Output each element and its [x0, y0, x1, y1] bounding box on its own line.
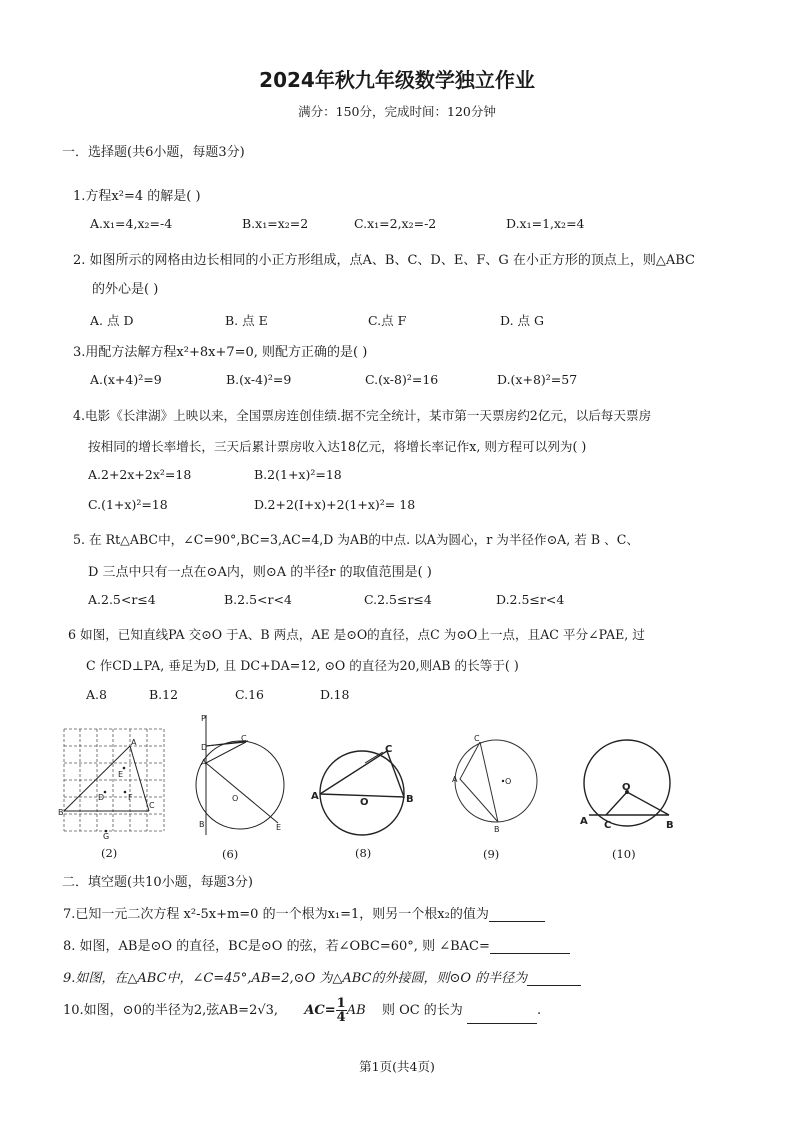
question-6-line-1: 6 如图，已知直线PA 交⊙O 于A、B 两点，AE 是⊙O的直径，点C 为⊙O上一点，且AC 平分∠PAE, 过 — [68, 627, 645, 642]
question-10-formula-ab: AB — [346, 1003, 366, 1018]
question-8-text: 8. 如图，AB是⊙O 的直径，BC是⊙O 的弦，若∠OBC=60°, 则 ∠BAC= — [63, 939, 490, 954]
fig6-label-d: D — [201, 743, 208, 752]
question-3: 3.用配方法解方程x²+8x+7=0, 则配方正确的是( ) — [73, 345, 368, 360]
q2-option-a: A. 点 D — [90, 313, 134, 328]
question-10-period: . — [536, 1003, 542, 1018]
question-4-line-1: 4.电影《长津湖》上映以来，全国票房连创佳绩.据不完全统计，某市第一天票房约2亿元，以后每天票房 — [73, 408, 652, 423]
fig2-label-f: F — [128, 793, 133, 802]
page-subtitle: 满分：150分，完成时间：120分钟 — [298, 104, 496, 119]
question-4-line-2: 按相同的增长率增长，三天后累计票房收入达18亿元，将增长率记作x, 则方程可以列为( ) — [88, 439, 587, 454]
question-10 — [63, 997, 541, 1024]
fig2-label-a: A — [131, 738, 137, 747]
fig9-label-o: O — [505, 777, 512, 786]
fig8-label-a: A — [311, 791, 319, 802]
page-footer: 第1页(共4页) — [359, 1059, 435, 1074]
figure-2-grid — [64, 729, 164, 831]
page-title: 2024年秋九年级数学独立作业 — [259, 68, 535, 92]
q5-option-d: D.2.5≤r<4 — [496, 592, 565, 607]
q1-option-d: D.x₁=1,x₂=4 — [506, 216, 585, 231]
question-5-line-2: D 三点中只有一点在⊙A内，则⊙A 的半径r 的取值范围是( ) — [88, 565, 432, 580]
question-10-text: 10.如图，⊙0的半径为2,弦AB=2√3, — [63, 1003, 279, 1018]
fig6-label-o: O — [232, 794, 239, 803]
fig2-label-b: B — [58, 808, 64, 817]
figure-10-caption: (10) — [612, 847, 636, 861]
figure-8-diagram — [320, 751, 404, 835]
q2-option-c: C.点 F — [368, 313, 407, 328]
figures-strip — [0, 705, 794, 865]
figure-8-caption: (8) — [355, 846, 372, 860]
question-8-answer-blank[interactable] — [490, 939, 570, 954]
q4-option-c: C.(1+x)²=18 — [88, 497, 168, 512]
question-9-answer-blank[interactable] — [527, 971, 581, 986]
fig10-label-o: O — [622, 782, 631, 793]
q3-option-d: D.(x+8)²=57 — [497, 372, 578, 387]
question-8 — [63, 935, 570, 954]
fig2-label-c: C — [149, 801, 155, 810]
fig6-label-c: C — [241, 734, 247, 743]
q3-option-a: A.(x+4)²=9 — [90, 372, 162, 387]
q4-option-d: D.2+2(I+x)+2(1+x)²= 18 — [254, 497, 416, 512]
fig2-label-g: G — [103, 832, 110, 841]
fig8-label-o: O — [360, 797, 369, 808]
fig8-label-b: B — [406, 794, 414, 805]
fig9-label-b: B — [494, 825, 500, 834]
question-10-answer-blank[interactable] — [467, 1009, 537, 1024]
q6-option-a: A.8 — [86, 687, 107, 702]
q3-option-b: B.(x-4)²=9 — [226, 372, 292, 387]
question-2-line-2: 的外心是( ) — [92, 282, 159, 297]
q6-option-d: D.18 — [320, 687, 350, 702]
q4-option-a: A.2+2x+2x²=18 — [88, 467, 192, 482]
question-7-text: 7.已知一元二次方程 x²-5x+m=0 的一个根为x₁=1，则另一个根x₂的值为 — [63, 907, 489, 922]
fig10-label-b: B — [666, 820, 674, 831]
q2-option-d: D. 点 G — [500, 313, 544, 328]
section-fill-heading: 二．填空题(共10小题，每题3分) — [62, 875, 253, 890]
fraction-numerator: 1 — [336, 996, 346, 1011]
q5-option-c: C.2.5≤r≤4 — [364, 592, 432, 607]
fig2-label-e: E — [118, 770, 124, 779]
fig6-label-a: A — [201, 758, 207, 767]
fig6-label-e: E — [276, 823, 282, 832]
q2-option-b: B. 点 E — [225, 313, 268, 328]
fig9-label-a: A — [452, 775, 458, 784]
figure-2-caption: (2) — [101, 846, 118, 860]
fig10-label-c: C — [604, 820, 612, 831]
q1-option-b: B.x₁=x₂=2 — [242, 216, 309, 231]
question-5-line-1: 5. 在 Rt△ABC中，∠C=90°,BC=3,AC=4,D 为AB的中点. 以A为圆心，r 为半径作⊙A, 若 B 、C、 — [73, 532, 639, 547]
question-9-text: 9.如图，在△ABC中，∠C=45°,AB=2,⊙O 为△ABC的外接圆，则⊙O 的半径为 — [63, 971, 528, 986]
q3-option-c: C.(x-8)²=16 — [365, 372, 439, 387]
fig9-label-c: C — [474, 734, 480, 743]
figure-9-caption: (9) — [483, 847, 500, 861]
figure-6-caption: (6) — [222, 847, 239, 861]
figure-9-diagram — [455, 740, 537, 822]
fig10-label-a: A — [580, 816, 588, 827]
question-6-line-2: C 作CD⊥PA, 垂足为D, 且 DC+DA=12, ⊙O 的直径为20,则AB 的长等于( ) — [86, 658, 519, 673]
q5-option-b: B.2.5<r<4 — [224, 592, 292, 607]
fraction-denominator: 4 — [336, 1010, 346, 1025]
question-10-formula-lhs: AC= — [304, 1003, 336, 1018]
q1-option-c: C.x₁=2,x₂=-2 — [354, 216, 437, 231]
fig6-label-p: P — [201, 714, 206, 723]
q4-option-b: B.2(1+x)²=18 — [254, 467, 342, 482]
question-2-line-1: 2. 如图所示的网格由边长相同的小正方形组成，点A、B、C、D、E、F、G 在小正方形的顶点上，则△ABC — [73, 253, 696, 268]
question-7 — [63, 903, 545, 922]
figure-6-diagram — [196, 715, 284, 835]
q6-option-c: C.16 — [235, 687, 264, 702]
question-1: 1.方程x²=4 的解是( ) — [73, 189, 201, 204]
fig6-label-b: B — [199, 820, 205, 829]
q1-option-a: A.x₁=4,x₂=-4 — [90, 216, 173, 231]
fig2-label-d: D — [98, 793, 105, 802]
question-10-tail: 则 OC 的长为 — [381, 1003, 463, 1018]
q5-option-a: A.2.5<r≤4 — [88, 592, 156, 607]
question-9 — [63, 967, 581, 986]
question-10-fraction — [336, 997, 347, 1024]
q6-option-b: B.12 — [149, 687, 179, 702]
fig8-label-c: C — [385, 744, 393, 755]
question-7-answer-blank[interactable] — [489, 907, 545, 922]
section-choice-heading: 一．选择题(共6小题，每题3分) — [62, 145, 245, 160]
